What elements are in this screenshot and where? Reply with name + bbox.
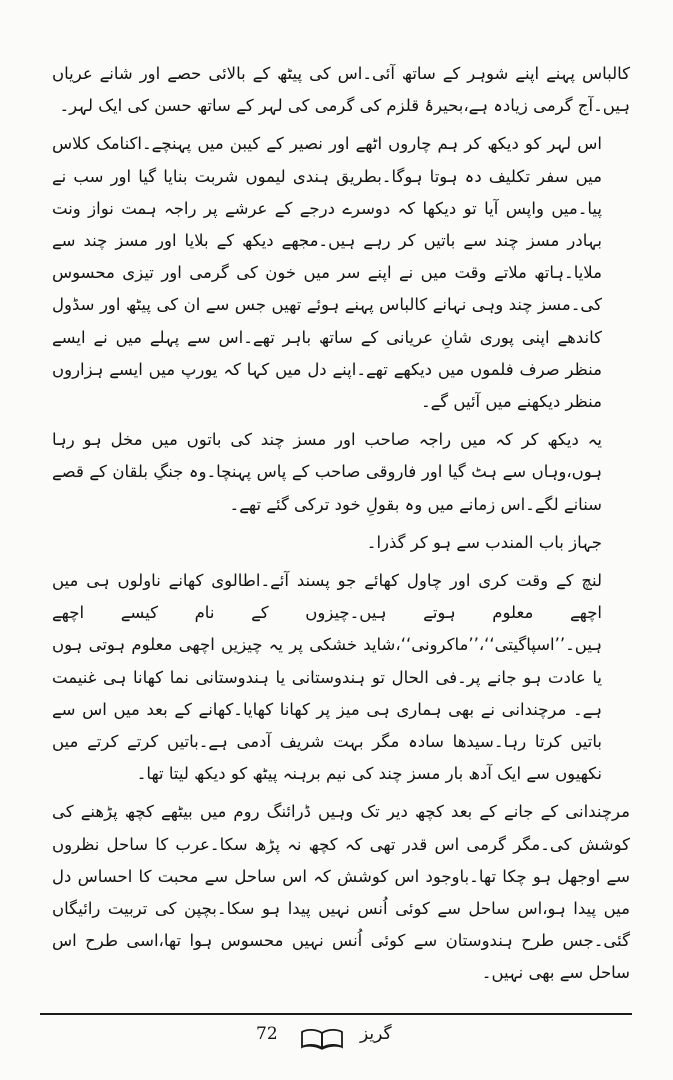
paragraph-4: جہاز باب المندب سے ہو کر گذرا۔ <box>366 532 602 552</box>
paragraph-6: مرچندانی کے جانے کے بعد کچھ دیر تک وہیں ڈرائنگ روم میں بیٹھے کچھ پڑھنے کی کوشش کی۔مگر گرمی اس قدر تھی کہ کچھ نہ پڑھ سکا۔عرب کا ساحل نظروں سے اوجھل ہو چکا تھا۔باوجود اس کوشش کہ اس ساحل سے محبت کا احساس دل میں پیدا ہو،اس ساحل سے کوئی اُنس نہیں پیدا ہو سکا۔بچپن کی تربیت رائیگاں گئی۔جس طرح ہندوستان سے کوئی اُنس نہیں محسوس ہوا تھا،اسی طرح اس ساحل سے بھی نہیں۔ <box>52 802 630 983</box>
page-footer <box>0 1022 673 1062</box>
page-number: 72 <box>256 1024 278 1044</box>
paragraph-3: یہ دیکھ کر کہ میں راجہ صاحب اور مسز چند کی باتوں میں مخل ہو رہا ہوں،وہاں سے ہٹ گیا اور فاروقی صاحب کے پاس پہنچا۔وہ جنگِ بلقان کے قصے سنانے لگے۔اس زمانے میں وہ بقولِ خود ترکی گئے تھے۔ <box>52 430 602 514</box>
open-book-icon <box>300 1028 344 1054</box>
paragraph-5: لنچ کے وقت کری اور چاول کھائے جو پسند آئے۔اطالوی کھانے ناولوں ہی میں اچھے معلوم ہوتے ہیں۔چیزوں کے نام کیسے اچھے ہیں۔’’اسپاگیتی‘‘،’’ماکرونی‘‘،شاید خشکی پر یہ چیزیں اچھی معلوم ہوتی ہوں یا عادت ہو جانے پر۔فی الحال تو ہندوستانی یا ہندوستانی نما کھانا ہی غنیمت ہے۔ مرچندانی نے بھی ہماری ہی میز پر کھانا کھایا۔کھانے کے بعد میں اس سے باتیں کرتا رہا۔سیدھا سادہ مگر بہت شریف آدمی ہے۔باتیں کرتے کرتے میں نکھیوں سے ایک آدھ بار مسز چند کی نیم برہنہ پیٹھ کو دیکھ لیتا تھا۔ <box>52 571 602 784</box>
paragraph-2: اس لہر کو دیکھ کر ہم چاروں اٹھے اور نصیر کے کیبن میں پہنچے۔اکنامک کلاس میں سفر تکلیف دہ ہوتا ہوگا۔بطریق ہندی لیموں شربت بنایا گیا اور سب نے پیا۔میں واپس آیا تو دیکھا کہ دوسرے درجے کے عرشے پر راجہ ہمت نواز ونت بہادر مسز چند سے باتیں کر رہے ہیں۔مجھے دیکھ کے بلایا اور مسز چند سے ملایا۔ہاتھ ملاتے وقت میں نے اپنے سر میں خون کی گرمی اور تیزی محسوس کی۔مسز چند وہی نہانے کالباس پہنے ہوئے تھیں جس سے ان کی پیٹھ اور سڈول کاندھے اپنی پوری شانِ عریانی کے ساتھ باہر تھے۔اس سے پہلے میں نے ایسے منظر صرف فلموں میں دیکھے تھے۔اپنے دل میں کہا کہ یورپ میں ایسے ہزاروں منظر دیکھنے میں آئیں گے۔ <box>52 134 602 412</box>
footer-rule <box>40 1013 632 1015</box>
book-title: گریز <box>360 1024 392 1044</box>
paragraph-1: کالباس پہنے اپنے شوہر کے ساتھ آئی۔اس کی پیٹھ کے بالائی حصے اور شانے عریاں ہیں۔آج گرمی زیادہ ہے،بحیرۂ قلزم کی گرمی کی لہر کے ساتھ حسن کی ایک لہر۔ <box>52 64 630 116</box>
body-text <box>52 58 630 990</box>
